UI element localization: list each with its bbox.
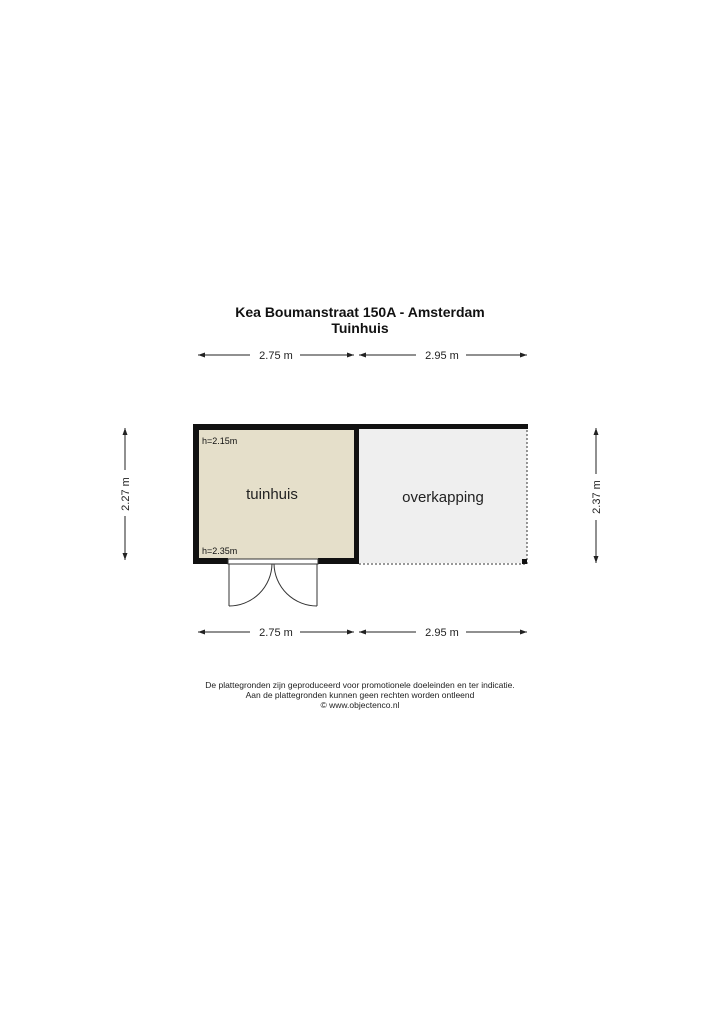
dim-bottom-left: 2.75 m xyxy=(259,627,293,639)
dim-right-height: 2.37 m xyxy=(591,480,603,514)
dim-left-height: 2.27 m xyxy=(120,477,132,511)
disclaimer-line-1: De plattegronden zijn geproduceerd voor promotionele doeleinden en ter indicatie. xyxy=(205,680,515,690)
disclaimer xyxy=(0,680,720,710)
floor-title: Tuinhuis xyxy=(331,320,389,336)
top-dimension-line xyxy=(198,353,527,358)
bottom-dimension-line xyxy=(198,630,527,635)
double-door xyxy=(228,559,318,606)
overkapping-top-beam xyxy=(354,424,528,429)
disclaimer-line-2: Aan de plattegronden kunnen geen rechten worden ontleend xyxy=(245,690,475,700)
corner-post xyxy=(522,559,527,564)
ceiling-height-top: h=2.15m xyxy=(202,436,238,446)
ceiling-height-bottom: h=2.35m xyxy=(202,546,238,556)
dim-top-left: 2.75 m xyxy=(259,350,293,362)
room-label-overkapping: overkapping xyxy=(402,489,484,506)
copyright-link[interactable]: © www.objectenco.nl xyxy=(320,700,400,710)
dim-top-right: 2.95 m xyxy=(425,350,459,362)
address-title: Kea Boumanstraat 150A - Amsterdam xyxy=(235,304,485,320)
dim-bottom-right: 2.95 m xyxy=(425,627,459,639)
room-label-tuinhuis: tuinhuis xyxy=(246,486,298,503)
